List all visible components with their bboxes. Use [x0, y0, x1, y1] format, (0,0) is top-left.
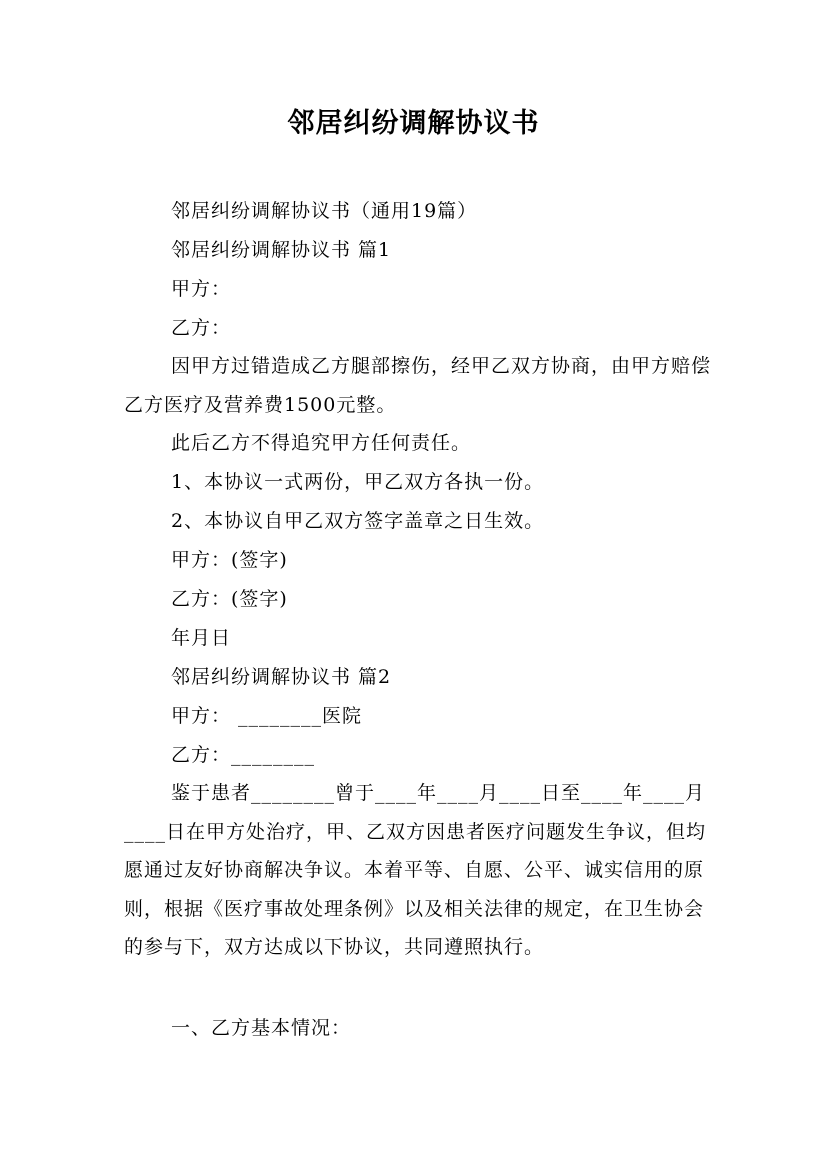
document-title: 邻居纠纷调解协议书 — [287, 108, 540, 139]
body-line: 此后乙方不得追究甲方任何责任。 — [171, 432, 472, 454]
party-a-hospital-line: 甲方： ________医院 — [171, 705, 363, 727]
clause-1: 1、本协议一式两份，甲乙双方各执一份。 — [171, 471, 545, 493]
body-paragraph: 因甲方过错造成乙方腿部擦伤，经甲乙双方协商，由甲方赔偿乙方医疗及营养费1500元整。 — [124, 355, 712, 416]
party-b-signature: 乙方：(签字) — [171, 588, 288, 610]
section-heading-2: 邻居纠纷调解协议书 篇2 — [171, 666, 392, 688]
clause-2: 2、本协议自甲乙双方签字盖章之日生效。 — [171, 510, 545, 532]
party-b-blank-line: 乙方：________ — [171, 744, 316, 766]
party-b-line: 乙方： — [171, 317, 232, 339]
section-heading-1: 邻居纠纷调解协议书 篇1 — [171, 239, 392, 261]
subtitle-line: 邻居纠纷调解协议书（通用19篇） — [171, 200, 478, 222]
date-line: 年月日 — [171, 627, 232, 649]
body-paragraph: 鉴于患者________曾于____年____月____日至____年____月____日在甲方处治疗，甲、乙双方因患者医疗问题发生争议，但均愿通过友好协商解决争议。本着平等、自愿、公平、诚实信用的原则，根据《医疗事故处理条例》以及相关法律的规定，在卫生协会的参与下，双方达成以下协议，共同遵照执行。 — [124, 782, 707, 959]
party-a-signature: 甲方：(签字) — [171, 549, 288, 571]
section-item-1: 一、乙方基本情况： — [171, 1017, 352, 1039]
party-a-line: 甲方： — [171, 278, 232, 300]
